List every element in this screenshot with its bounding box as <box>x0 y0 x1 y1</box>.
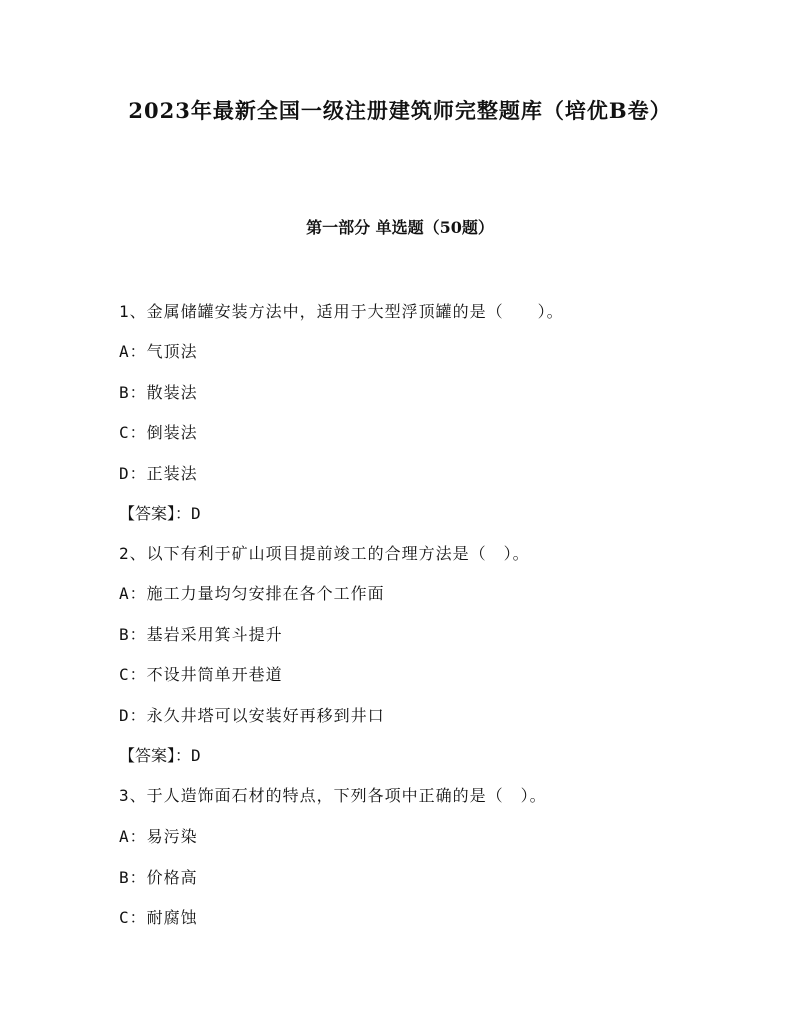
question-2-option-c: C：不设井筒单开巷道 <box>119 665 283 684</box>
question-2-stem: 2、以下有利于矿山项目提前竣工的合理方法是（ ）。 <box>119 544 530 563</box>
question-3-stem: 3、于人造饰面石材的特点，下列各项中正确的是（ ）。 <box>119 786 547 805</box>
question-2-option-b: B：基岩采用箕斗提升 <box>119 625 283 644</box>
question-2-option-a: A：施工力量均匀安排在各个工作面 <box>119 584 385 603</box>
question-1-answer: 【答案】：D <box>119 504 201 523</box>
question-3-option-a: A：易污染 <box>119 827 198 846</box>
question-1-option-d: D：正装法 <box>119 464 198 483</box>
document-title: 2023年最新全国一级注册建筑师完整题库（培优B卷） <box>128 98 672 123</box>
question-3-option-c: C：耐腐蚀 <box>119 908 198 927</box>
question-3-option-b: B：价格高 <box>119 868 198 887</box>
question-1-option-b: B：散装法 <box>119 383 198 402</box>
question-1-option-a: A：气顶法 <box>119 342 198 361</box>
question-2-answer: 【答案】：D <box>119 746 201 765</box>
question-1-stem: 1、金属储罐安装方法中，适用于大型浮顶罐的是（ ）。 <box>119 302 564 321</box>
section-heading: 第一部分 单选题（50题） <box>306 218 494 237</box>
question-2-option-d: D：永久井塔可以安装好再移到井口 <box>119 706 385 725</box>
question-1-option-c: C：倒装法 <box>119 423 198 442</box>
